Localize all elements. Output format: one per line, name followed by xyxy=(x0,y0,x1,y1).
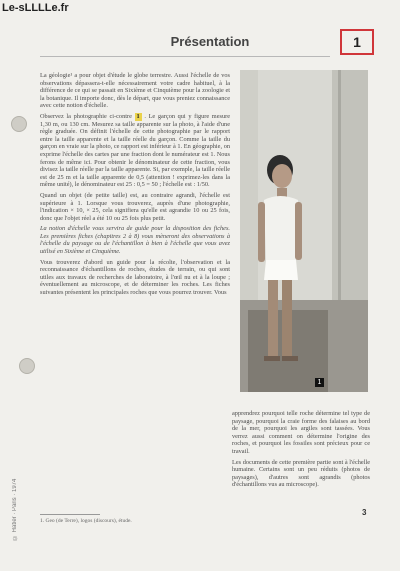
paragraph-enlargement: Quand un objet (de petite taille) est, au contraire agrandi, l'échelle est supérieure à 1. Lorsque vous trouverez, auprès d'une photographie, l'indication × 10, × 25, cela signifiera qu'elle est agrandie 10 ou 25 fois, donc que l'objet réel a été 10 ou 25 fois plus petit. xyxy=(40,191,230,222)
right-column xyxy=(232,410,370,492)
publisher-side-note: © Hatier · Paris · 1974 xyxy=(12,478,18,540)
left-column xyxy=(40,72,230,300)
chapter-number-box: 1 xyxy=(340,29,374,55)
site-watermark: Le-sLLLLe.fr xyxy=(2,2,69,14)
photo-number-badge: 1 xyxy=(315,378,324,387)
figure-reference: 1 xyxy=(136,112,140,120)
paragraph-human-scale: Les documents de cette première partie sont à l'échelle humaine. Certains sont un peu réduits (photos de paysages), d'autres sont agrandis (photos d'échantillons vus au microscope). xyxy=(232,458,370,489)
photo-drawing xyxy=(240,70,368,392)
footnote-rule xyxy=(40,514,100,515)
page-title: Présentation xyxy=(170,34,250,49)
title-rule xyxy=(40,56,330,57)
footnote: 1. Geo (de Terre), logos (discours), étude. xyxy=(40,518,132,524)
page-number: 3 xyxy=(362,508,367,517)
binder-hole-top xyxy=(11,116,27,132)
paragraph-intro: La géologie¹ a pour objet d'étude le globe terrestre. Aussi l'échelle de vos observations dépassera-t-elle nécessairement votre cadre habituel, à la différence de ce qui se passait en Sixième et Cinquième pour la zoologie et la botanique. Il importe donc, dès le départ, que vous preniez connaissance avec cette notion d'échelle. xyxy=(40,72,230,110)
binder-hole-bottom xyxy=(19,358,35,374)
paragraph-scale-rest: . Le garçon qui y figure mesure 1,30 m, ou 130 cm. Mesurez sa taille apparente sur la photo, à l'aide d'une règle graduée. On définit l'échelle de cette photographie par le rapport entre la taille apparente et la taille réelle du garçon. Comme la taille du garçon en vraie sur la photo, ce rapport est inférieur à 1. En géographie, on exprime l'échelle des cartes par une fraction dont le numérateur est 1. Nous ferons de même ici. Pour obtenir le dénominateur de cette fraction, vous divisez la taille réelle par la taille apparente. Si, par exemple, la taille réelle est de 25 m et la taille apparente de 0,5 (attention ! exprimez-les dans la même unité), le dénominateur est 25 : 0,5 = 50 ; l'échelle est : 1/50. xyxy=(40,112,230,189)
paragraph-fiches: Vous trouverez d'abord un guide pour la récolte, l'observation et la reconnaissance d'échantillons de roches, études de terrain, ou qui sont utiles aux travaux de recherches de laboratoire, à l'œil nu et à la loupe ; éventuellement au microscope, et de déterminer les roches. Les fiches suivantes présentent les principales roches que vous pourrez trouver. Vous xyxy=(40,258,230,297)
boy-photograph xyxy=(240,70,368,392)
paragraph-scale-start: Observez la photographie ci-contre xyxy=(40,112,132,120)
paragraph-scale xyxy=(40,113,230,189)
paragraph-landscapes: apprendrez pourquoi telle roche détermine tel type de paysage, pourquoi la craie forme des falaises au bord de la mer, pourquoi les argiles sont tassées. Vous verrez aussi comment on détermine l'origine des roches, et pourquoi les fossiles sont précieux pour ce travail. xyxy=(232,410,370,455)
paragraph-guide: La notion d'échelle vous servira de guide pour la disposition des fiches. Les premières fiches (chapitres 2 à 8) vous mèneront des observations à l'échelle du paysage ou de l'échantillon à bien à l'échelle que vous avez utilisé en Sixième et Cinquième. xyxy=(40,225,230,256)
